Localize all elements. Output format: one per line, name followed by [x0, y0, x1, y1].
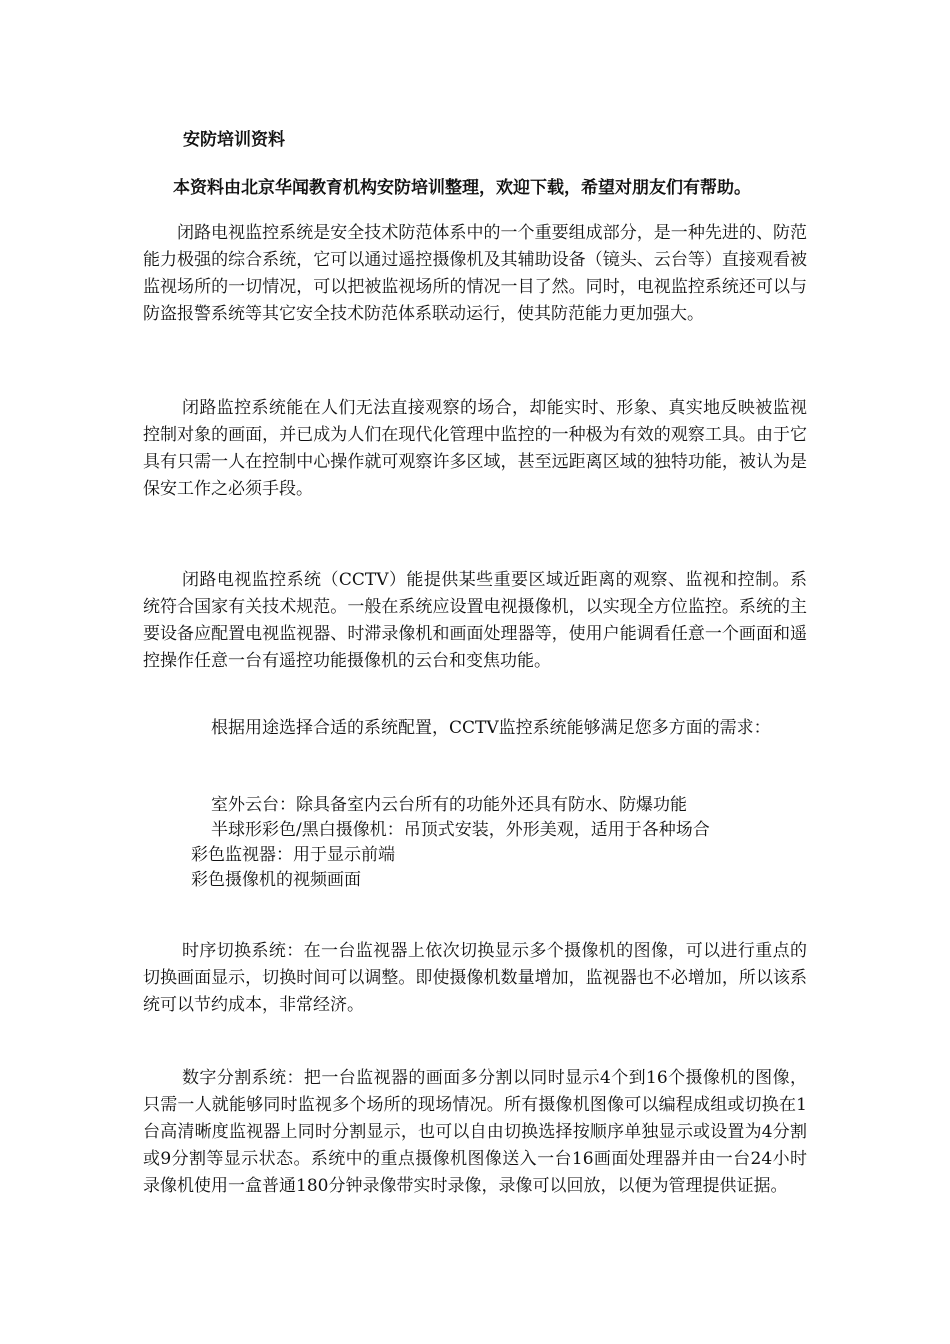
list-item-dome-camera: 半球形彩色/黑白摄像机：吊顶式安装，外形美观，适用于各种场合 [211, 820, 710, 840]
paragraph-digital-split-system: 数字分割系统：把一台监视器的画面多分割以同时显示4个到16个摄像机的图像，只需一人就能够同时监视多个场所的现场情况。所有摄像机图像可以编程成组或切换在1台高清晰度监视器上同时分割显示，也可以自由切换选择按顺序单独显示或设置为4分割或9分割等显示状态。系统中的重点摄像机图像送入一台16画面处理器并由一台24小时录像机使用一盒普通180分钟录像带实时录像，录像可以回放，以便为管理提供证据。 [143, 1068, 807, 1196]
paragraph-system-configuration: 根据用途选择合适的系统配置，CCTV监控系统能够满足您多方面的需求： [211, 718, 771, 738]
document-intro: 本资料由北京华闻教育机构安防培训整理，欢迎下载，希望对朋友们有帮助。 [173, 178, 751, 198]
list-item-outdoor-pan-tilt: 室外云台：除具备室内云台所有的功能外还具有防水、防爆功能 [211, 795, 687, 815]
paragraph-sequential-switching: 时序切换系统：在一台监视器上依次切换显示多个摄像机的图像，可以进行重点的切换画面显示，切换时间可以调整。即使摄像机数量增加，监视器也不必增加，所以该系统可以节约成本，非常经济。 [143, 941, 807, 1015]
paragraph-cctv-overview: 闭路电视监控系统是安全技术防范体系中的一个重要组成部分，是一种先进的、防范能力极强的综合系统，它可以通过遥控摄像机及其辅助设备（镜头、云台等）直接观看被监视场所的一切情况，可以把被监视场所的情况一目了然。同时，电视监控系统还可以与防盗报警系统等其它安全技术防范体系联动运行，使其防范能力更加强大。 [143, 223, 807, 324]
paragraph-closed-circuit-monitoring: 闭路监控系统能在人们无法直接观察的场合，却能实时、形象、真实地反映被监视控制对象的画面，并已成为人们在现代化管理中监控的一种极为有效的观察工具。由于它具有只需一人在控制中心操作就可观察许多区域，甚至远距离区域的独特功能，被认为是保安工作之必须手段。 [143, 398, 807, 499]
document-title: 安防培训资料 [183, 130, 285, 150]
list-item-color-camera-video: 彩色摄像机的视频画面 [191, 870, 361, 890]
list-item-color-monitor: 彩色监视器：用于显示前端 [191, 845, 395, 865]
paragraph-cctv-functions: 闭路电视监控系统（CCTV）能提供某些重要区域近距离的观察、监视和控制。系统符合国家有关技术规范。一般在系统应设置电视摄像机，以实现全方位监控。系统的主要设备应配置电视监视器、时滞录像机和画面处理器等，使用户能调看任意一个画面和遥控操作任意一台有遥控功能摄像机的云台和变焦功能。 [143, 570, 807, 671]
